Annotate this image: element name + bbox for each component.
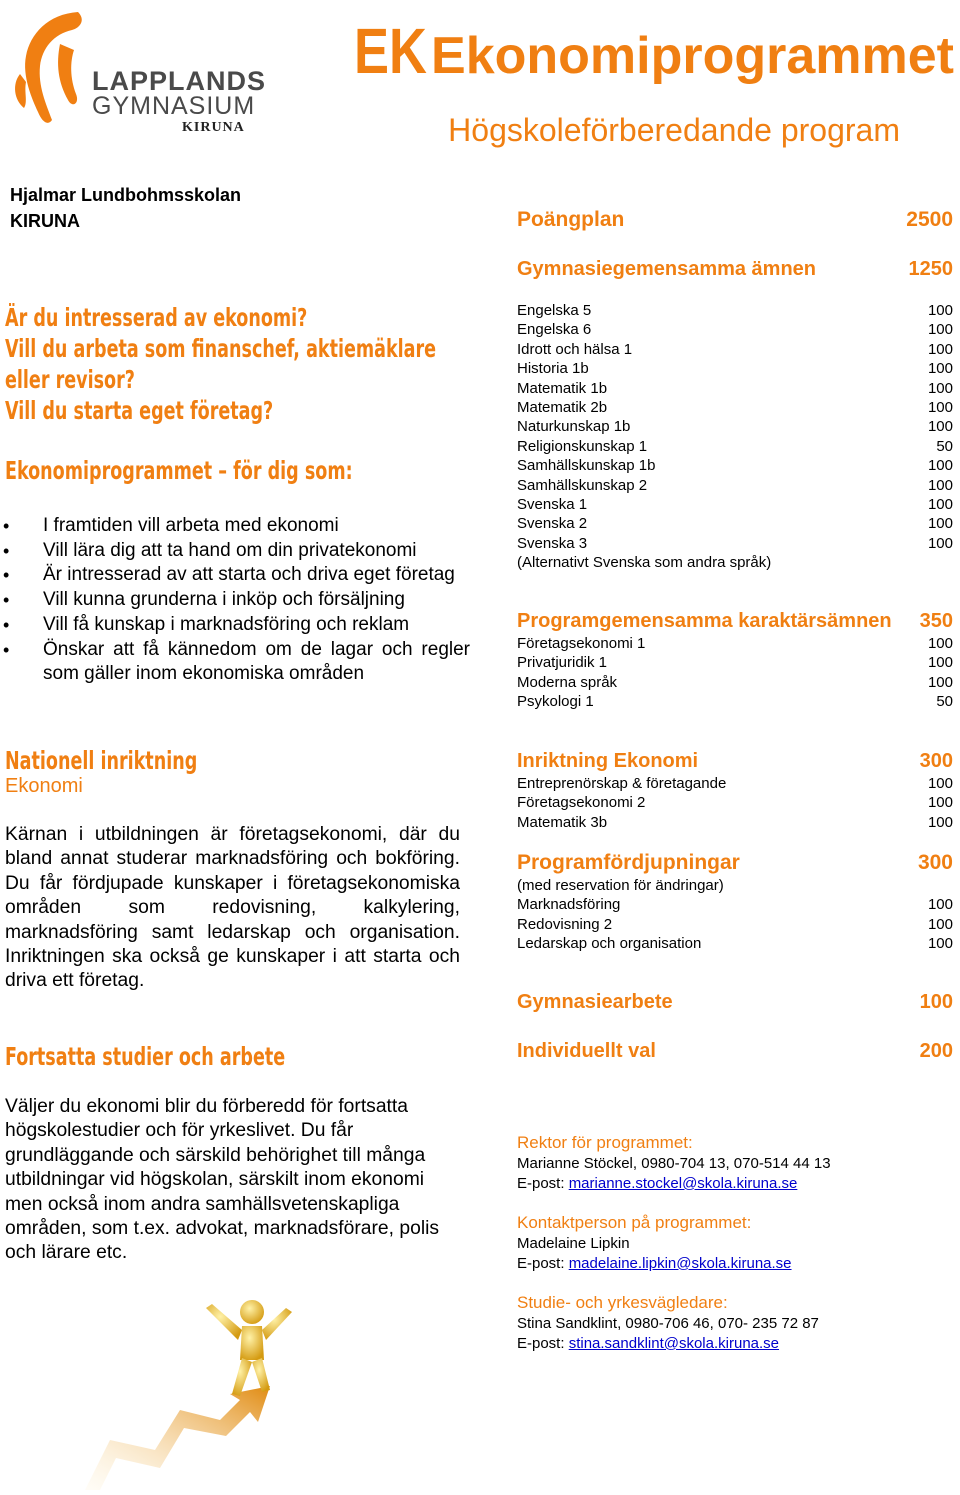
course-name: Matematik 3b xyxy=(517,813,608,831)
individuellt-label: Individuellt val xyxy=(517,1040,656,1062)
list-item: • Vill lära dig att ta hand om din privatekonomi xyxy=(0,539,470,564)
course-points: 100 xyxy=(927,418,953,436)
email-link[interactable]: madelaine.lipkin@skola.kiruna.se xyxy=(568,1254,792,1272)
fordjupning-note: (med reservation för ändringar) xyxy=(517,877,724,894)
fortsatta-body: Väljer du ekonomi blir du förberedd för fortsatta högskolestudier och för yrkeslivet. Du får grundläggande och särskild behörighet till många utbildningar vid högskolan, särskilt inom ekonomi men också inom andra samhällsvetenskapliga områden, som t.ex. advokat, marknadsförare, polis och lärare etc. xyxy=(5,1096,440,1264)
figure-on-arrow-icon xyxy=(80,1290,320,1490)
inriktning-total: 300 xyxy=(919,750,953,772)
table-row xyxy=(517,379,953,398)
list-item: • Önskar att få kännedom om de lagar och regler som gäller inom ekonomiska områden xyxy=(0,638,470,687)
course-points: 100 xyxy=(927,794,953,812)
course-name: Företagsekonomi 1 xyxy=(517,635,646,652)
contact-line: Marianne Stöckel, 0980-704 13, 070-514 44 13 xyxy=(517,1155,831,1172)
table-row xyxy=(517,793,953,812)
inriktning-heading xyxy=(517,750,953,773)
contact-kontaktperson xyxy=(517,1212,953,1274)
course-points: 100 xyxy=(927,476,953,494)
table-row xyxy=(517,895,953,914)
email-prefix: E-post: xyxy=(517,1174,569,1192)
list-item: • I framtiden vill arbeta med ekonomi xyxy=(0,514,470,539)
table-row xyxy=(517,774,953,793)
table-row xyxy=(517,301,953,320)
course-name: Ledarskap och organisation xyxy=(517,935,702,953)
contact-email-row xyxy=(517,1174,953,1194)
course-points: 100 xyxy=(927,321,953,339)
poangplan-heading xyxy=(517,208,953,232)
contact-line: Madelaine Lipkin xyxy=(517,1235,630,1252)
logo-line2: GYMNASIUM xyxy=(92,92,256,120)
fordjupning-total: 300 xyxy=(917,851,953,874)
contact-syv xyxy=(517,1292,953,1354)
contact-email-row xyxy=(517,1254,953,1274)
course-name: Samhällskunskap 2 xyxy=(517,476,648,494)
course-points: 100 xyxy=(927,935,953,953)
intro-line: Är du intresserad av ekonomi? xyxy=(5,303,308,332)
table-row xyxy=(517,437,953,456)
contact-label: Rektor för programmet: xyxy=(517,1133,693,1152)
course-name: Matematik 2b xyxy=(517,399,608,417)
table-row xyxy=(517,673,953,692)
course-name: Redovisning 2 xyxy=(517,915,613,933)
course-name: Moderna språk xyxy=(517,673,618,691)
course-points: 100 xyxy=(927,534,953,552)
course-points: 100 xyxy=(927,915,953,933)
fortsatta-heading-text: Fortsatta studier och arbete xyxy=(5,1042,286,1071)
course-points: 100 xyxy=(927,635,953,652)
course-name: Naturkunskap 1b xyxy=(517,418,631,436)
school-city: KIRUNA xyxy=(10,211,80,231)
table-row xyxy=(517,476,953,495)
for-you-heading-text: Ekonomiprogrammet – för dig som: xyxy=(5,456,353,485)
poangplan-label: Poängplan xyxy=(517,208,625,231)
gymnasiearbete-total: 100 xyxy=(919,991,953,1013)
table-row xyxy=(517,534,953,553)
list-item: • Vill kunna grunderna i inköp och försäljning xyxy=(0,588,470,613)
gemensamma-heading xyxy=(517,258,953,281)
course-points: 100 xyxy=(927,457,953,475)
course-points: 100 xyxy=(927,813,953,831)
course-name: Psykologi 1 xyxy=(517,693,594,711)
page-title xyxy=(338,14,954,88)
course-name: Matematik 1b xyxy=(517,379,608,397)
contact-email-row xyxy=(517,1334,953,1354)
course-name: Historia 1b xyxy=(517,360,589,378)
intro-questions xyxy=(5,302,558,426)
table-row xyxy=(517,653,953,672)
nationell-sub: Ekonomi xyxy=(5,775,83,797)
course-name: Svenska 2 xyxy=(517,515,588,533)
course-name: Religionskunskap 1 xyxy=(517,437,648,455)
course-name: Entreprenörskap & företagande xyxy=(517,775,727,792)
email-link[interactable]: marianne.stockel@skola.kiruna.se xyxy=(568,1174,798,1192)
course-name: Privatjuridik 1 xyxy=(517,654,608,672)
for-you-list xyxy=(0,514,470,687)
individuellt-total: 200 xyxy=(919,1040,953,1062)
fordjupning-heading xyxy=(517,851,953,875)
course-points: 100 xyxy=(927,654,953,672)
school-logo xyxy=(8,4,267,144)
list-item: • Vill få kunskap i marknadsföring och reklam xyxy=(0,613,470,638)
course-points: 100 xyxy=(927,896,953,914)
course-name: Idrott och hälsa 1 xyxy=(517,340,633,358)
email-prefix: E-post: xyxy=(517,1334,569,1352)
karaktar-list xyxy=(517,634,953,712)
table-row xyxy=(517,340,953,359)
for-you-heading xyxy=(5,455,451,487)
program-name: Ekonomiprogrammet xyxy=(431,27,954,85)
school-info xyxy=(10,182,241,234)
course-points: 100 xyxy=(927,340,953,358)
school-name: Hjalmar Lundbohmsskolan xyxy=(10,185,242,205)
table-row xyxy=(517,813,953,832)
gemensamma-note: (Alternativt Svenska som andra språk) xyxy=(517,554,772,572)
inriktning-label: Inriktning Ekonomi xyxy=(517,750,699,772)
course-points: 100 xyxy=(927,360,953,378)
course-points: 50 xyxy=(936,437,953,455)
gemensamma-list xyxy=(517,301,953,573)
nationell-heading xyxy=(5,745,251,777)
gemensamma-label: Gymnasiegemensamma ämnen xyxy=(517,258,817,280)
gymnasiearbete-heading xyxy=(517,991,953,1014)
course-name: Engelska 6 xyxy=(517,321,592,339)
intro-line: eller revisor? xyxy=(5,365,135,394)
course-points: 50 xyxy=(936,693,953,711)
inriktning-list xyxy=(517,774,953,832)
table-row xyxy=(517,495,953,514)
logo-line3: KIRUNA xyxy=(182,120,245,135)
nationell-heading-text: Nationell inriktning xyxy=(5,746,198,775)
course-name: Engelska 5 xyxy=(517,302,592,319)
table-row xyxy=(517,934,953,953)
course-name: Samhällskunskap 1b xyxy=(517,457,656,475)
table-row xyxy=(517,417,953,436)
contact-label: Studie- och yrkesvägledare: xyxy=(517,1293,728,1312)
success-figure-illustration xyxy=(80,1290,320,1490)
course-name: Marknadsföring xyxy=(517,896,621,914)
gymnasiearbete-label: Gymnasiearbete xyxy=(517,991,673,1013)
table-row xyxy=(517,692,953,711)
program-code: EK xyxy=(353,15,427,87)
gemensamma-total: 1250 xyxy=(908,258,953,280)
logo-line1: LAPPLANDS xyxy=(92,66,267,96)
karaktar-total: 350 xyxy=(919,610,953,632)
course-name: Företagsekonomi 2 xyxy=(517,794,646,812)
table-row xyxy=(517,915,953,934)
page-subtitle: Högskoleförberedande program xyxy=(448,112,900,148)
course-points: 100 xyxy=(927,673,953,691)
table-row xyxy=(517,634,953,653)
course-points: 100 xyxy=(927,775,953,792)
fordjupning-list xyxy=(517,876,953,954)
poangplan-total: 2500 xyxy=(906,208,953,231)
table-row xyxy=(517,456,953,475)
fortsatta-heading xyxy=(5,1041,364,1073)
course-points: 100 xyxy=(927,302,953,319)
course-points: 100 xyxy=(927,515,953,533)
karaktar-heading xyxy=(517,610,953,633)
table-row xyxy=(517,320,953,339)
table-row xyxy=(517,514,953,533)
contact-label: Kontaktperson på programmet: xyxy=(517,1213,752,1232)
table-row xyxy=(517,359,953,378)
course-points: 100 xyxy=(927,496,953,514)
course-name: Svenska 1 xyxy=(517,496,588,514)
individuellt-heading xyxy=(517,1040,953,1063)
karaktar-label: Programgemensamma karaktärsämnen xyxy=(517,610,892,632)
email-prefix: E-post: xyxy=(517,1254,569,1272)
intro-line: Vill du starta eget företag? xyxy=(5,396,274,425)
contact-rektor xyxy=(517,1132,953,1194)
intro-line: Vill du arbeta som finanschef, aktiemäklare xyxy=(5,334,437,363)
fordjupning-label: Programfördjupningar xyxy=(517,851,740,874)
table-row xyxy=(517,398,953,417)
list-item: • Är intresserad av att starta och driva eget företag xyxy=(0,563,470,588)
contact-line: Stina Sandklint, 0980-706 46, 070- 235 72 87 xyxy=(517,1315,819,1332)
course-points: 100 xyxy=(927,399,953,417)
email-link[interactable]: stina.sandklint@skola.kiruna.se xyxy=(568,1334,780,1352)
course-name: Svenska 3 xyxy=(517,534,588,552)
course-points: 100 xyxy=(927,379,953,397)
nationell-body: Kärnan i utbildningen är företagsekonomi, där du bland annat studerar marknadsföring och bokföring. Du får fördjupade kunskaper i företagsekonomiska områden som redovisning, kalkylering, marknadsföring samt ledarskap och organisation. Inriktningen ska också ge kunskaper i att starta och driva ett företag. xyxy=(5,824,460,992)
